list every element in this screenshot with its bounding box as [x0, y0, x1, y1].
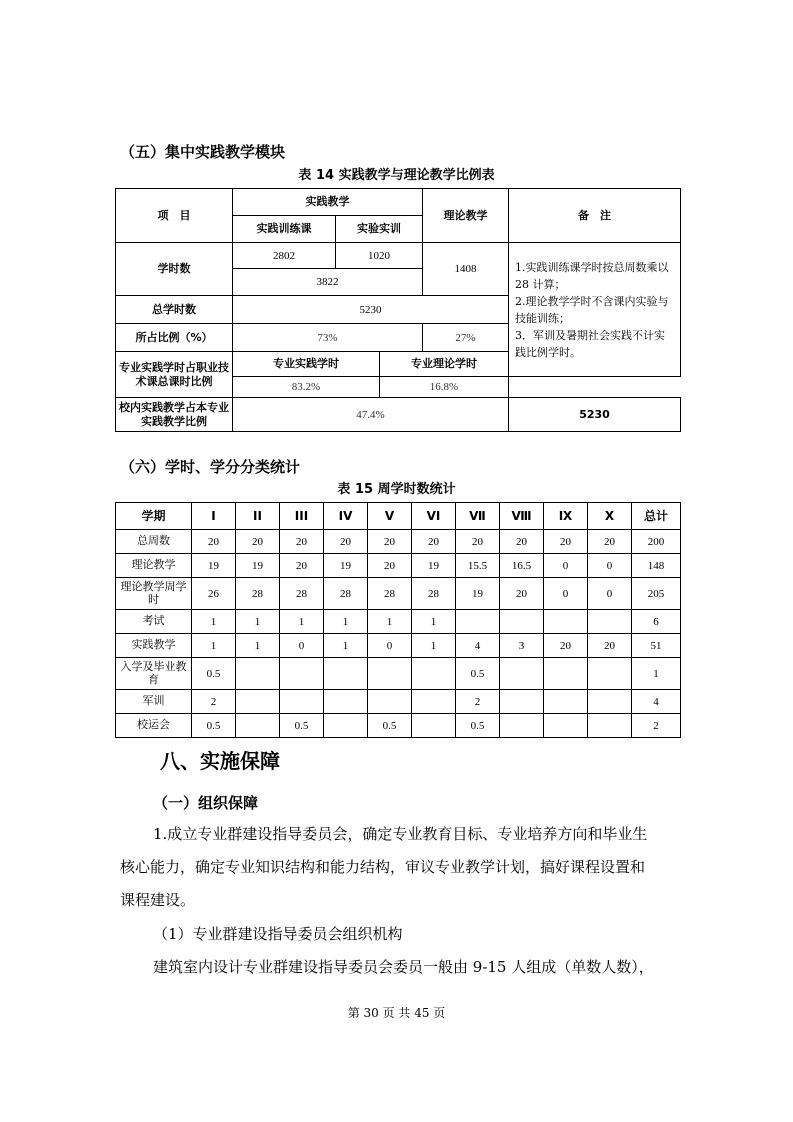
- table-cell: [588, 714, 632, 738]
- table-cell: 20: [236, 530, 280, 554]
- table-cell: 20: [280, 530, 324, 554]
- header-cell: VI: [412, 503, 456, 530]
- table-cell: [588, 690, 632, 714]
- table-cell: 0: [544, 578, 588, 610]
- chapter-title: 八、实施保障: [160, 749, 280, 773]
- table-row: [116, 634, 681, 658]
- cell-lab-hours: 1020: [336, 243, 423, 269]
- table-row: [116, 658, 681, 690]
- table-cell: 26: [192, 578, 236, 610]
- table-cell: [368, 690, 412, 714]
- row-label: 理论教学周学时: [116, 578, 192, 610]
- table-cell: [412, 658, 456, 690]
- header-cell: Ⅷ: [500, 503, 544, 530]
- table-row: [116, 690, 681, 714]
- table-cell: [500, 690, 544, 714]
- table-cell: [588, 658, 632, 690]
- paragraph-line: 核心能力，确定专业知识结构和能力结构，审议专业教学计划，搞好课程设置和: [120, 858, 646, 876]
- note-line: 1.实践训练课学时按总周数乘以 28 计算；: [515, 260, 669, 291]
- table-cell: 28: [412, 578, 456, 610]
- table-cell: 1: [324, 610, 368, 634]
- header-cell: 总计: [632, 503, 681, 530]
- table-cell: 15.5: [456, 554, 500, 578]
- table-cell: 0.5: [368, 714, 412, 738]
- table-cell: 20: [500, 578, 544, 610]
- table-cell: 20: [456, 530, 500, 554]
- cell-pro-theory-ratio: 16.8%: [380, 377, 509, 398]
- table-cell: 0: [588, 554, 632, 578]
- table-cell: 2: [632, 714, 681, 738]
- table-cell: 19: [324, 554, 368, 578]
- cell-training-hours: 2802: [233, 243, 336, 269]
- table-cell: 4: [632, 690, 681, 714]
- table-cell: [412, 690, 456, 714]
- header-cell: I: [192, 503, 236, 530]
- row-label: 校运会: [116, 714, 192, 738]
- table-cell: [544, 658, 588, 690]
- row-label: 理论教学: [116, 554, 192, 578]
- table-cell: 0: [588, 578, 632, 610]
- table-cell: 0.5: [456, 658, 500, 690]
- table-cell: 0: [544, 554, 588, 578]
- table-cell: [236, 658, 280, 690]
- header-cell: V: [368, 503, 412, 530]
- table-cell: 20: [544, 634, 588, 658]
- row-label-total-hours: 总学时数: [116, 296, 233, 324]
- row-label-hours: 学时数: [116, 243, 233, 296]
- table-cell: 0.5: [280, 714, 324, 738]
- subsection-title: （一）组织保障: [153, 794, 259, 812]
- table-cell: 1: [632, 658, 681, 690]
- cell-oncampus-ratio: 47.4%: [233, 398, 509, 432]
- table-cell: 0: [280, 634, 324, 658]
- table-cell: 1: [236, 634, 280, 658]
- table-row: [116, 714, 681, 738]
- table-cell: 200: [632, 530, 681, 554]
- header-cell: Ⅶ: [456, 503, 500, 530]
- table-cell: 28: [236, 578, 280, 610]
- header-cell: Ⅹ: [588, 503, 632, 530]
- table-cell: 20: [368, 554, 412, 578]
- paragraph-line: 1.成立专业群建设指导委员会，确定专业教育目标、专业培养方向和毕业生: [153, 825, 648, 843]
- table-cell: [456, 610, 500, 634]
- header-pro-practice: 专业实践学时: [233, 352, 380, 377]
- note-line: 3．军训及暑期社会实践不计实践比例学时。: [515, 328, 665, 359]
- table-cell: 28: [368, 578, 412, 610]
- table-cell: [236, 714, 280, 738]
- table-cell: [500, 714, 544, 738]
- header-cell: IV: [324, 503, 368, 530]
- table-cell: [544, 714, 588, 738]
- table-cell: 1: [192, 634, 236, 658]
- row-label: 考试: [116, 610, 192, 634]
- table-cell: 1: [192, 610, 236, 634]
- row-label: 实践教学: [116, 634, 192, 658]
- table-cell: 3: [500, 634, 544, 658]
- table-cell: [280, 690, 324, 714]
- table-cell: [324, 658, 368, 690]
- cell-theory-ratio: 27%: [423, 324, 509, 352]
- table-cell: 1: [412, 634, 456, 658]
- cell-total-hours: 5230: [233, 296, 509, 324]
- table-caption: 表 14 实践教学与理论教学比例表: [298, 168, 495, 183]
- cell-pro-practice-ratio: 83.2%: [233, 377, 380, 398]
- header-practice: 实践教学: [233, 189, 423, 216]
- page-footer: 第 30 页 共 45 页: [347, 1006, 446, 1020]
- table-cell: 20: [192, 530, 236, 554]
- table-cell: 28: [324, 578, 368, 610]
- table-cell: 20: [588, 634, 632, 658]
- table-cell: [236, 690, 280, 714]
- table-cell: 1: [412, 610, 456, 634]
- header-cell: II: [236, 503, 280, 530]
- row-label-pro-practice-ratio: 专业实践学时占职业技术课总课时比例: [116, 352, 233, 398]
- row-label-oncampus-ratio: 校内实践教学占本专业实践教学比例: [116, 398, 233, 432]
- table-cell: [324, 690, 368, 714]
- section-heading: （五）集中实践教学模块: [120, 143, 286, 161]
- table-cell: 20: [588, 530, 632, 554]
- row-label: 总周数: [116, 530, 192, 554]
- table-cell: [324, 714, 368, 738]
- table-cell: 0.5: [192, 658, 236, 690]
- table-cell: [280, 658, 324, 690]
- header-item: 项 目: [116, 189, 233, 243]
- header-lab: 实验实训: [336, 216, 423, 243]
- paragraph-line: （1）专业群建设指导委员会组织机构: [153, 925, 403, 943]
- table-cell: 20: [500, 530, 544, 554]
- cell-practice-ratio: 73%: [233, 324, 423, 352]
- table-cell: 51: [632, 634, 681, 658]
- table-caption: 表 15 周学时数统计: [337, 482, 456, 497]
- header-theory: 理论教学: [423, 189, 509, 243]
- table-cell: [588, 610, 632, 634]
- table-cell: 1: [324, 634, 368, 658]
- table-cell: 6: [632, 610, 681, 634]
- table-cell: [500, 658, 544, 690]
- header-training: 实践训练课: [233, 216, 336, 243]
- table-cell: [412, 714, 456, 738]
- table-cell: 1: [368, 610, 412, 634]
- table-cell: 20: [544, 530, 588, 554]
- row-label: 军训: [116, 690, 192, 714]
- table-cell: 0: [368, 634, 412, 658]
- cell-oncampus-total: 5230: [509, 398, 681, 432]
- table-cell: [544, 690, 588, 714]
- paragraph-line: 建筑室内设计专业群建设指导委员会委员一般由 9-15 人组成（单数人数），: [153, 958, 654, 976]
- row-label: 入学及毕业教育: [116, 658, 192, 690]
- table-cell: 4: [456, 634, 500, 658]
- table-cell: 16.5: [500, 554, 544, 578]
- table-cell: 20: [280, 554, 324, 578]
- table-cell: 20: [368, 530, 412, 554]
- table-row: [116, 554, 681, 578]
- table-cell: 19: [456, 578, 500, 610]
- paragraph-line: 课程建设。: [120, 891, 196, 909]
- table-cell: 20: [324, 530, 368, 554]
- table-cell: 1: [280, 610, 324, 634]
- table-cell: [544, 610, 588, 634]
- cell-practice-sum: 3822: [233, 269, 423, 296]
- table-row: [116, 530, 681, 554]
- weekly-hours-table: [115, 502, 681, 738]
- notes-cell: [509, 243, 681, 377]
- header-cell: III: [280, 503, 324, 530]
- table-row: [116, 610, 681, 634]
- table-cell: 148: [632, 554, 681, 578]
- practice-theory-ratio-table: [115, 188, 681, 432]
- row-label-ratio: 所占比例（%）: [116, 324, 233, 352]
- section-heading: （六）学时、学分分类统计: [120, 458, 301, 476]
- note-line: 2.理论教学学时不含课内实验与技能训练；: [515, 294, 669, 325]
- table-cell: 20: [412, 530, 456, 554]
- table-cell: 2: [192, 690, 236, 714]
- table-cell: [500, 610, 544, 634]
- header-cell: Ⅸ: [544, 503, 588, 530]
- table-cell: 1: [236, 610, 280, 634]
- cell-theory-hours: 1408: [423, 243, 509, 296]
- table-cell: 19: [192, 554, 236, 578]
- header-notes: 备 注: [509, 189, 681, 243]
- table-cell: 2: [456, 690, 500, 714]
- table-cell: 0.5: [456, 714, 500, 738]
- table-cell: 0.5: [192, 714, 236, 738]
- table-cell: 28: [280, 578, 324, 610]
- table-cell: 19: [236, 554, 280, 578]
- header-cell: 学期: [116, 503, 192, 530]
- table-cell: 205: [632, 578, 681, 610]
- table-cell: [368, 658, 412, 690]
- table-row: [116, 578, 681, 610]
- header-pro-theory: 专业理论学时: [380, 352, 509, 377]
- table-cell: 19: [412, 554, 456, 578]
